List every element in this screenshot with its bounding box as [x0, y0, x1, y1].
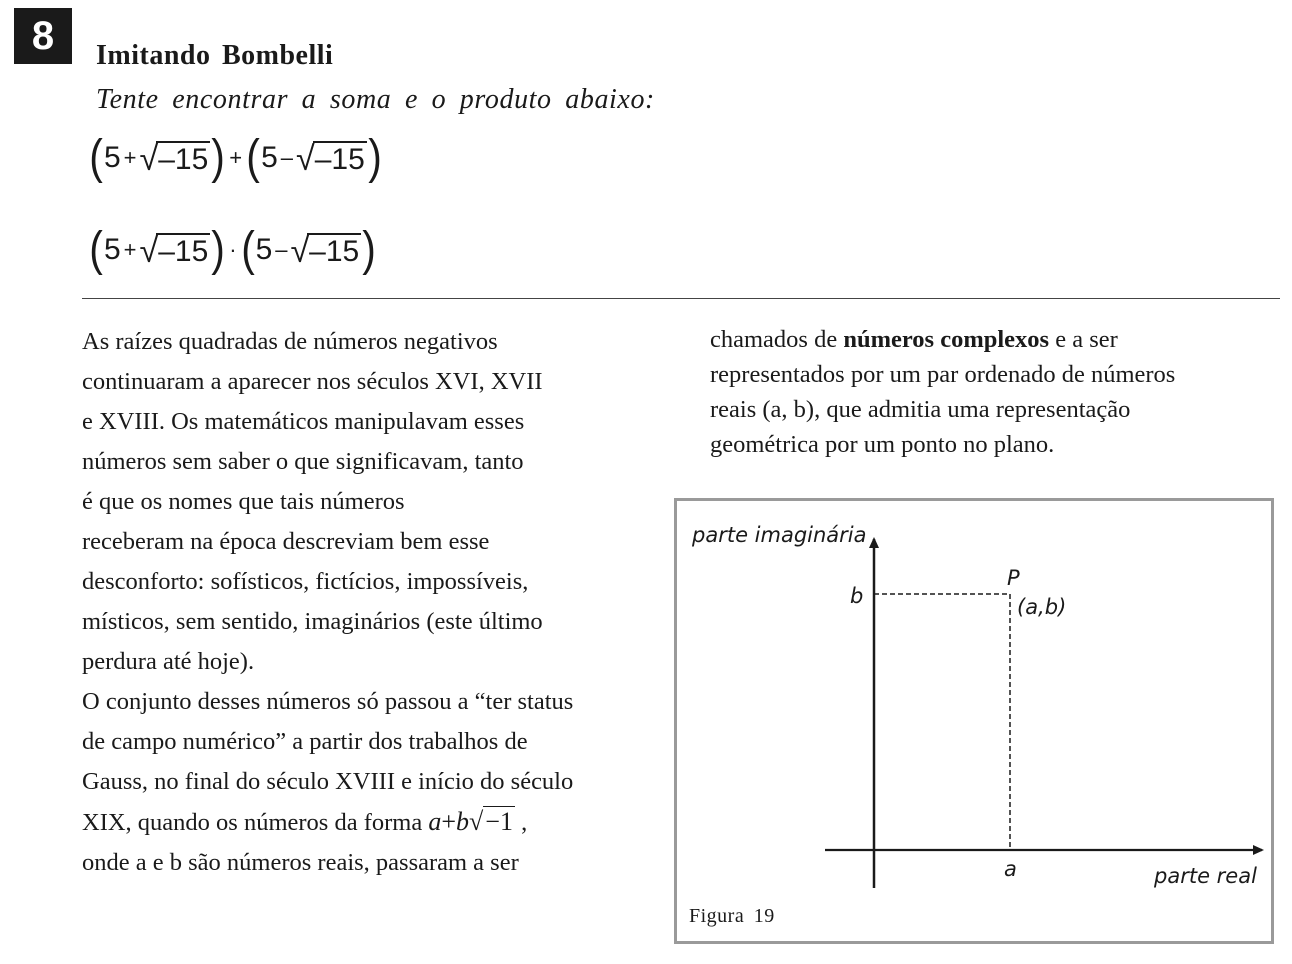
exercise-number: 8: [14, 8, 72, 64]
b-label: b: [850, 584, 864, 608]
text-line: O conjunto desses números só passou a “ter status: [82, 688, 574, 715]
text-line: místicos, sem sentido, imaginários (este último: [82, 608, 543, 635]
formula-suffix: ,: [514, 809, 528, 836]
point-coords: (a,b): [1017, 595, 1067, 619]
radical-sign-icon: √: [290, 231, 310, 270]
close-paren: ): [367, 131, 382, 184]
term: 5: [261, 141, 278, 174]
text-line: e XVIII. Os matemáticos manipulavam esses: [82, 408, 525, 435]
operator: –: [275, 237, 288, 262]
text-line: [710, 322, 1270, 357]
text-line: Gauss, no final do século XVIII e início do século: [82, 768, 574, 795]
open-paren: (: [240, 223, 255, 276]
text-line: números sem saber o que significavam, tanto: [82, 448, 524, 475]
text-line: geométrica por um ponto no plano.: [710, 431, 1055, 458]
text-line: As raízes quadradas de números negativos: [82, 328, 498, 355]
right-column-text: [710, 322, 1270, 462]
square-root: [140, 141, 211, 176]
text-segment: chamados de: [710, 326, 844, 353]
close-paren: ): [211, 223, 226, 276]
operator: –: [280, 145, 294, 170]
section-divider: [82, 298, 1280, 299]
formula-radicand: −1: [485, 807, 513, 836]
figure-caption: Figura 19: [689, 905, 775, 927]
square-root: [140, 233, 211, 268]
text-line: de campo numérico” a partir dos trabalhos de: [82, 728, 528, 755]
sum-operator: +: [229, 145, 243, 170]
exercise-title: Imitando Bombelli: [96, 40, 334, 71]
open-paren: (: [89, 131, 103, 184]
text-line: representados por um par ordenado de números: [710, 361, 1176, 388]
radicand: –15: [158, 234, 209, 268]
y-axis-label: parte imaginária: [692, 523, 867, 547]
text-line: desconforto: sofísticos, fictícios, impossíveis,: [82, 568, 529, 595]
figure-19: [674, 498, 1274, 944]
complex-plane-diagram: [677, 501, 1271, 941]
point-label: P: [1007, 566, 1020, 590]
text-line: é que os nomes que tais números: [82, 488, 405, 515]
formula-a: a: [428, 807, 442, 836]
term: 5: [255, 233, 273, 266]
bold-term: números complexos: [843, 326, 1050, 353]
open-paren: (: [89, 223, 103, 276]
operator: +: [123, 145, 137, 170]
radicand: –15: [158, 142, 209, 176]
term: 5: [103, 233, 121, 266]
term: 5: [103, 141, 121, 174]
product-operator: ·: [229, 237, 237, 262]
formula-prefix: XIX, quando os números da forma: [82, 809, 429, 836]
a-label: a: [1004, 857, 1017, 881]
exercise-subtitle: Tente encontrar a soma e o produto abaixo:: [96, 84, 655, 115]
text-line: continuaram a aparecer nos séculos XVI, XVII: [82, 368, 543, 395]
x-axis-label: parte real: [1154, 864, 1257, 888]
radical-sign-icon: √: [296, 139, 315, 178]
radicand: –15: [309, 234, 360, 268]
formula-plus: +: [441, 807, 456, 836]
square-root: [291, 233, 362, 268]
radical-sign-icon: √: [469, 807, 484, 836]
radical-sign-icon: √: [139, 139, 159, 178]
text-line-with-formula: [82, 802, 662, 843]
close-paren: ): [211, 131, 226, 184]
radical-sign-icon: √: [139, 231, 159, 270]
operator: +: [123, 237, 137, 262]
radicand: –15: [314, 142, 365, 176]
open-paren: (: [246, 131, 260, 184]
text-line: receberam na época descreviam bem esse: [82, 528, 490, 555]
text-line: reais (a, b), que admitia uma representação: [710, 396, 1131, 423]
complex-form-formula: [428, 806, 515, 836]
text-segment: e a ser: [1049, 326, 1118, 353]
left-column-text: [82, 322, 662, 883]
text-line: perdura até hoje).: [82, 648, 255, 675]
text-line: onde a e b são números reais, passaram a ser: [82, 849, 519, 876]
product-expression: [88, 222, 377, 278]
square-root: [296, 141, 367, 176]
formula-b: b: [456, 807, 469, 836]
close-paren: ): [362, 223, 377, 276]
sum-expression: [88, 130, 383, 186]
